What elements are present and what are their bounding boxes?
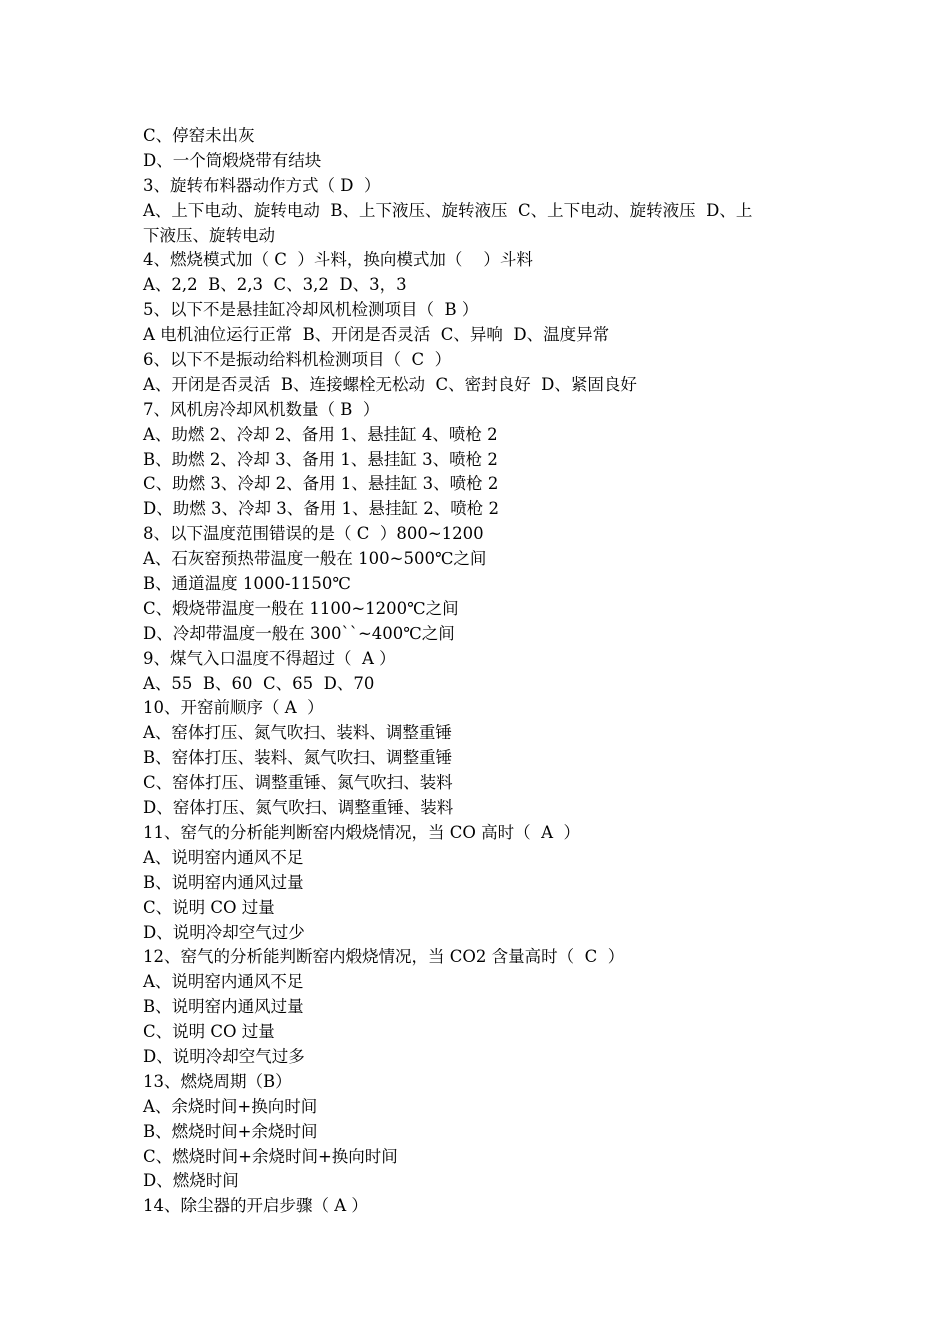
question-line: 3、旋转布料器动作方式（ D ） — [143, 175, 381, 195]
option-line: D、说明冷却空气过多 — [143, 1046, 305, 1066]
question-line: 4、燃烧模式加（ C ）斗料，换向模式加（ ）斗料 — [143, 250, 533, 270]
option-line: C、窑体打压、调整重锤、氮气吹扫、装料 — [143, 773, 453, 793]
option-line: D、窑体打压、氮气吹扫、调整重锤、装料 — [143, 798, 454, 818]
option-line: D、一个筒煅烧带有结块 — [143, 150, 322, 170]
option-line: A、说明窑内通风不足 — [143, 972, 304, 992]
option-line: B、说明窑内通风过量 — [143, 997, 304, 1017]
question-line: 10、开窑前顺序（ A ） — [143, 698, 324, 718]
option-line: C、燃烧时间+余烧时间+换向时间 — [143, 1146, 398, 1166]
option-line: D、助燃 3、冷却 3、备用 1、悬挂缸 2、喷枪 2 — [143, 499, 499, 519]
question-line: 13、燃烧周期（B） — [143, 1071, 292, 1091]
option-line: D、燃烧时间 — [143, 1171, 239, 1191]
question-line: 9、煤气入口温度不得超过（ A ） — [143, 648, 396, 668]
question-line: 7、风机房冷却风机数量（ B ） — [143, 399, 380, 419]
question-line: 12、窑气的分析能判断窑内煅烧情况，当 CO2 含量高时（ C ） — [143, 947, 625, 967]
option-line: A 电机油位运行正常 B、开闭是否灵活 C、异响 D、温度异常 — [143, 325, 610, 345]
option-line: A、2,2 B、2,3 C、3,2 D、3，3 — [143, 275, 407, 295]
option-line: B、燃烧时间+余烧时间 — [143, 1121, 318, 1141]
option-line: 下液压、旋转电动 — [143, 225, 275, 245]
option-line: B、通道温度 1000-1150℃ — [143, 574, 351, 594]
question-line: 11、窑气的分析能判断窑内煅烧情况，当 CO 高时（ A ） — [143, 822, 581, 842]
option-line: A、助燃 2、冷却 2、备用 1、悬挂缸 4、喷枪 2 — [143, 424, 498, 444]
option-line: C、说明 CO 过量 — [143, 897, 275, 917]
document-page — [143, 124, 823, 1219]
option-line: A、说明窑内通风不足 — [143, 847, 304, 867]
question-line: 14、除尘器的开启步骤（ A ） — [143, 1196, 368, 1216]
question-line: 5、以下不是悬挂缸冷却风机检测项目（ B ） — [143, 300, 479, 320]
option-line: C、停窑未出灰 — [143, 126, 255, 145]
option-line: A、窑体打压、氮气吹扫、装料、调整重锤 — [143, 723, 452, 743]
option-line: A、余烧时间+换向时间 — [143, 1096, 318, 1116]
option-line: B、窑体打压、装料、氮气吹扫、调整重锤 — [143, 748, 453, 768]
option-line: D、说明冷却空气过少 — [143, 922, 305, 942]
option-line: B、助燃 2、冷却 3、备用 1、悬挂缸 3、喷枪 2 — [143, 449, 498, 469]
option-line: D、冷却带温度一般在 300``~400℃之间 — [143, 623, 455, 643]
option-line: C、助燃 3、冷却 2、备用 1、悬挂缸 3、喷枪 2 — [143, 474, 499, 494]
question-line: 8、以下温度范围错误的是（ C ）800~1200 — [143, 524, 484, 544]
option-line: A、上下电动、旋转电动 B、上下液压、旋转液压 C、上下电动、旋转液压 D、上 — [143, 200, 753, 220]
option-line: A、石灰窑预热带温度一般在 100~500℃之间 — [143, 549, 487, 569]
question-line: 6、以下不是振动给料机检测项目（ C ） — [143, 350, 452, 370]
option-line: C、说明 CO 过量 — [143, 1022, 275, 1042]
option-line: A、开闭是否灵活 B、连接螺栓无松动 C、密封良好 D、紧固良好 — [143, 374, 637, 394]
option-line: C、煅烧带温度一般在 1100~1200℃之间 — [143, 598, 459, 618]
option-line: B、说明窑内通风过量 — [143, 872, 304, 892]
option-line: A、55 B、60 C、65 D、70 — [143, 673, 375, 693]
